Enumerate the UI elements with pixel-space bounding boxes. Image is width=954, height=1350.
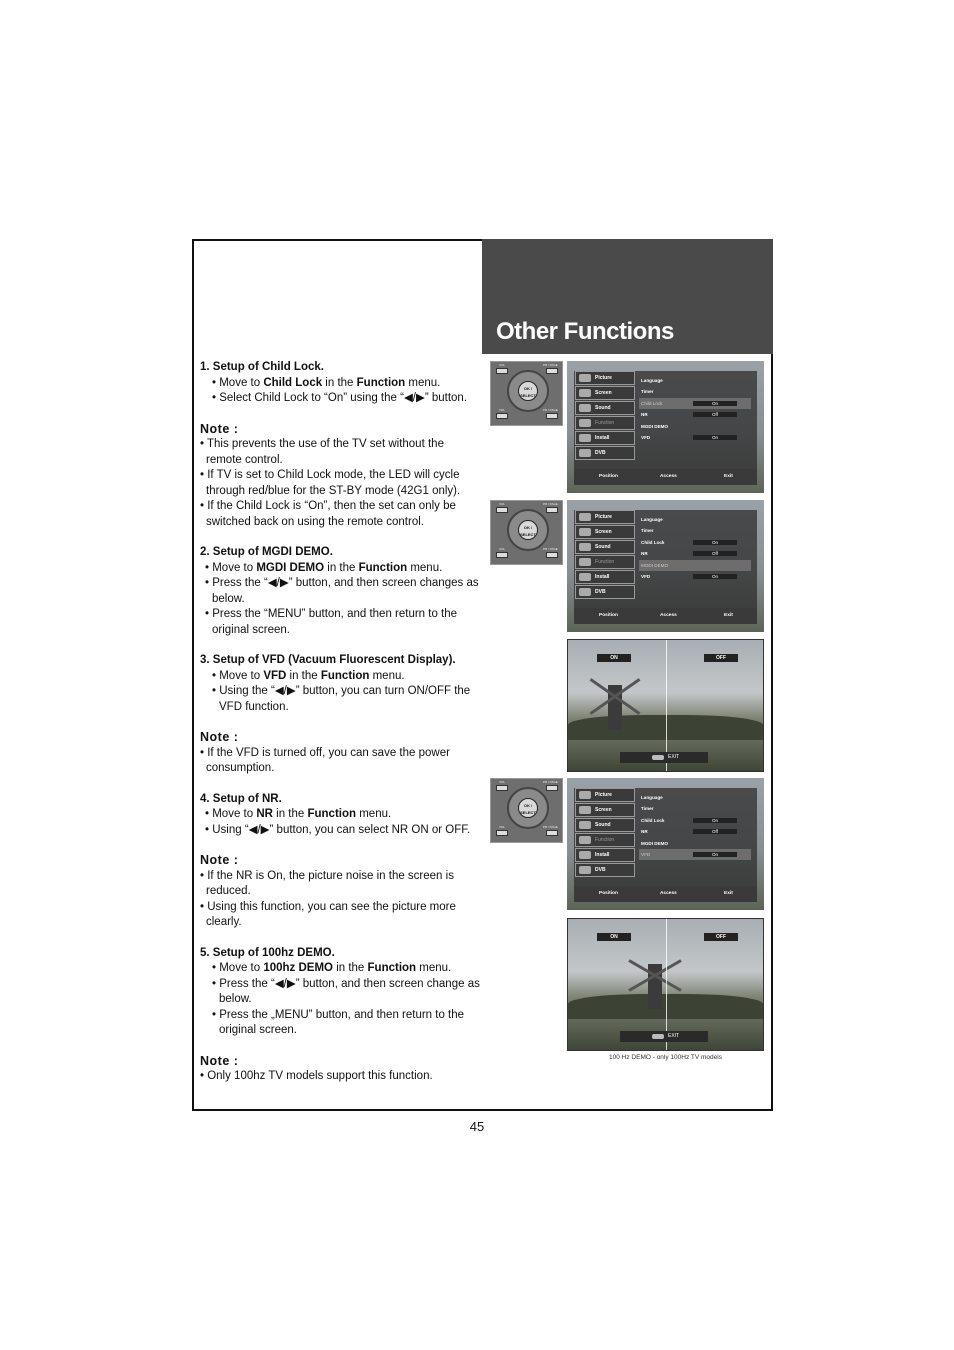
function-menu-vfd (567, 778, 764, 910)
note-line: • If the Child Lock is “On”, then the set can only be switched back on using the remote control. (200, 500, 456, 528)
pr-up-button (546, 368, 558, 374)
menu-options: Language Timer Child Lock On NR Off MGDI DEMO VFD On (639, 375, 751, 443)
instruction-line: • Press the “MENU” button, and then return to the original screen. (205, 608, 458, 636)
note-line: • Using this function, you can see the picture more clearly. (200, 900, 456, 928)
note-heading: Note : (200, 730, 239, 744)
note-line: • If the VFD is turned off, you can save the power consumption. (200, 746, 450, 774)
vol-up-button (496, 368, 508, 374)
select-button: OK / SELECT (518, 798, 538, 818)
on-label: ON (597, 654, 631, 662)
note-heading: Note : (200, 421, 239, 436)
figure-caption: 100 Hz DEMO - only 100Hz TV models (609, 1054, 722, 1061)
select-button: OK / SELECT (518, 381, 538, 401)
menu-sidebar: Picture Screen Sound Function Install DVB (575, 788, 635, 878)
remote-control-image: VOL PR / PAGE OK / SELECT VOL PR / PAGE (490, 500, 563, 565)
instruction-line: • Using “◀/▶” button, you can select NR ON or OFF. (205, 823, 471, 836)
instruction-line: • Move to Child Lock in the Function menu. (212, 376, 441, 389)
pr-up-button (546, 785, 558, 791)
remote-control-image: VOL PR / PAGE OK / SELECT VOL PR / PAGE (490, 778, 563, 843)
section-heading: 1. Setup of Child Lock. (200, 361, 324, 373)
note-line: • This prevents the use of the TV set without the remote control. (200, 438, 444, 466)
function-menu-mgdi-demo (567, 500, 764, 632)
menu-options: Language Timer Child Lock On NR Off MGDI DEMO VFD On (639, 514, 751, 582)
vol-up-button (496, 785, 508, 791)
instruction-line: • Select Child Lock to “On” using the “◀/▶” button. (212, 392, 468, 404)
instruction-line: • Using the “◀/▶” button, you can turn ON/OFF the VFD function. (212, 685, 471, 713)
vol-up-button (496, 507, 508, 513)
off-label: OFF (704, 933, 738, 941)
off-label: OFF (704, 654, 738, 662)
100hz-demo-section (200, 946, 480, 1039)
mgdi-demo-section (200, 545, 480, 638)
100hz-note (200, 1054, 480, 1085)
on-label: ON (597, 933, 631, 941)
instruction-line: • Move to VFD in the Function menu. (212, 669, 405, 682)
vfd-section (200, 653, 480, 715)
section-heading: 5. Setup of 100hz DEMO. (200, 946, 335, 959)
exit-hint: EXIT (620, 752, 708, 763)
100hz-demo-split-screen (567, 918, 764, 1051)
instruction-line: • Move to NR in the Function menu. (205, 808, 392, 820)
nr-section (200, 792, 480, 839)
instruction-line: • Move to 100hz DEMO in the Function menu. (212, 962, 452, 974)
instruction-line: • Press the „MENU” button, and then return to the original screen. (212, 1008, 465, 1036)
nr-note (200, 853, 480, 931)
page-number: 45 (469, 1119, 485, 1134)
vol-down-button (496, 552, 508, 558)
section-header (482, 239, 773, 354)
note-heading: Note : (200, 1053, 239, 1068)
instruction-line: • Press the “◀/▶” button, and then screen change as below. (212, 977, 480, 1005)
menu-sidebar: Picture Screen Sound Function Install DVB (575, 510, 635, 600)
menu-hint-bar: Position Access Exit (574, 469, 757, 485)
pr-down-button (546, 552, 558, 558)
note-line: • Only 100hz TV models support this function. (200, 1070, 433, 1082)
exit-hint: EXIT (620, 1031, 708, 1042)
menu-options: Language Timer Child Lock On NR Off MGDI DEMO VFD On (639, 792, 751, 860)
child-lock-section (200, 360, 480, 407)
pr-down-button (546, 413, 558, 419)
note-line: • If the NR is On, the picture noise in the screen is reduced. (200, 869, 454, 897)
page-title: Other Functions (496, 318, 674, 345)
instruction-line: • Move to MGDI DEMO in the Function menu. (205, 561, 443, 574)
menu-sidebar: Picture Screen Sound Function Install DVB (575, 371, 635, 461)
vfd-note (200, 730, 480, 777)
child-lock-note (200, 422, 480, 531)
section-heading: 2. Setup of MGDI DEMO. (200, 546, 333, 558)
menu-hint-bar: Position Access Exit (574, 886, 757, 902)
mgdi-demo-split-screen (567, 639, 764, 772)
vol-down-button (496, 413, 508, 419)
section-heading: 4. Setup of NR. (200, 792, 282, 805)
menu-hint-bar: Position Access Exit (574, 608, 757, 624)
vol-down-button (496, 830, 508, 836)
select-button: OK / SELECT (518, 520, 538, 540)
function-menu-child-lock (567, 361, 764, 493)
instructions-column (200, 360, 480, 1100)
note-heading: Note : (200, 853, 239, 867)
note-line: • If TV is set to Child Lock mode, the LED will cycle through red/blue for the ST-BY mode (42G1 only). (200, 469, 461, 497)
pr-up-button (546, 507, 558, 513)
section-heading: 3. Setup of VFD (Vacuum Fluorescent Display). (200, 654, 456, 666)
instruction-line: • Press the “◀/▶” button, and then screen changes as below. (205, 577, 479, 605)
remote-control-image: VOL PR / PAGE OK / SELECT VOL PR / PAGE (490, 361, 563, 426)
pr-down-button (546, 830, 558, 836)
